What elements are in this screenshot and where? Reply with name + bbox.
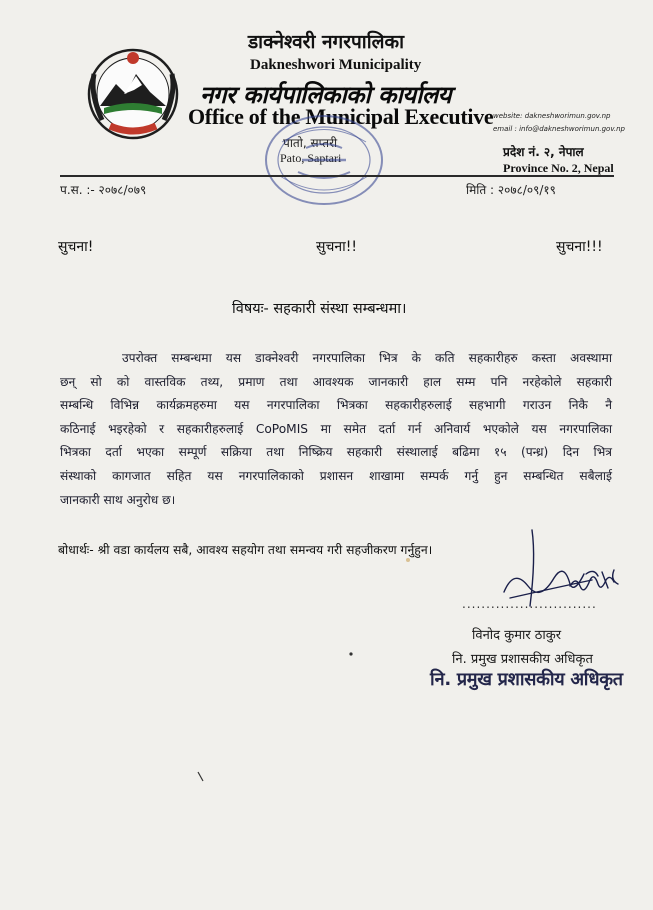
subject-line: विषयः- सहकारी संस्था सम्बन्धमा। xyxy=(232,301,407,317)
scan-speck-icon xyxy=(404,556,412,564)
body-line: संस्थाको कागजात सहित यस नगरपालिकाको प्रशासन शाखामा सम्पर्क गर्नु हुन सम्बन्धित सबैलाई xyxy=(60,468,612,483)
notice-heading-2: सुचना!! xyxy=(316,239,357,255)
office-name-devanagari: नगर कार्यपालिकाको कार्यालय xyxy=(200,81,452,109)
body-line: छन् सो को वास्तविक तथ्य, प्रमाण तथा आवश्यक जानकारी हाल सम्म पनि नरहेकोले सहकारी xyxy=(60,374,612,389)
reference-number: प.स. :- २०७८/०७९ xyxy=(60,183,147,197)
office-seal-stamp-icon xyxy=(262,112,392,212)
address-english: Pato, Saptari xyxy=(280,151,342,165)
notice-heading-1: सुचना! xyxy=(58,239,94,255)
email-text: email : info@dakneshworimun.gov.np xyxy=(493,125,626,133)
signature-dotted-line: ............................ xyxy=(462,597,597,611)
office-name-english: Office of the Municipal Executive xyxy=(188,104,494,129)
signatory-title-stamp: नि. प्रमुख प्रशासकीय अधिकृत xyxy=(430,669,623,690)
province-devanagari: प्रदेश नं. २, नेपाल xyxy=(503,145,584,159)
body-line: उपरोक्त सम्बन्धमा यस डाक्नेश्वरी नगरपालिका भित्र के कति सहकारीहरु कस्ता अवस्थामा xyxy=(122,351,612,365)
province-english: Province No. 2, Nepal xyxy=(503,161,614,175)
municipality-name-devanagari: डाक्नेश्वरी नगरपालिका xyxy=(248,31,405,53)
cc-line: बोधार्थः- श्री वडा कार्यलय सबै, आवश्य सहयोग तथा समन्वय गरी सहजीकरण गर्नुहुन। xyxy=(58,543,433,557)
signatory-name: विनोद कुमार ठाकुर xyxy=(472,628,562,643)
body-line: सम्बन्धि विभिन्न कार्यक्रमहरुमा यस नगरपालिका भित्रका सहकारीहरुलाई सहभागी गराउन निकै नै xyxy=(60,398,612,413)
website-text: website: dakneshworimun.gov.np xyxy=(493,112,611,120)
scan-speck-icon xyxy=(196,770,206,784)
nepal-emblem-icon xyxy=(80,44,186,144)
signatory-title: नि. प्रमुख प्रशासकीय अधिकृत xyxy=(452,652,593,667)
municipality-name-english: Dakneshwori Municipality xyxy=(250,57,422,73)
body-line: जानकारी साथ अनुरोध छ। xyxy=(60,492,176,507)
body-line: भित्रका दर्ता भएका सम्पूर्ण सक्रिया तथा निष्क्रिय सहकारी संस्थालाई बढिमा १५ (पन्ध्र) दिन भित्र xyxy=(60,445,612,460)
scan-speck-icon xyxy=(348,651,354,657)
body-line: कठिनाई भइरहेको र सहकारीहरुलाई CoPoMIS मा समेत दर्ता गर्न अनिवार्य भएकोले यस नगरपालिका xyxy=(60,421,612,436)
address-devanagari: पातो, सप्तरी xyxy=(283,136,338,150)
notice-heading-3: सुचना!!! xyxy=(556,239,603,255)
letter-date: मिति : २०७८/०९/१९ xyxy=(466,183,556,197)
header-divider xyxy=(60,175,614,177)
letter-body xyxy=(60,347,612,512)
